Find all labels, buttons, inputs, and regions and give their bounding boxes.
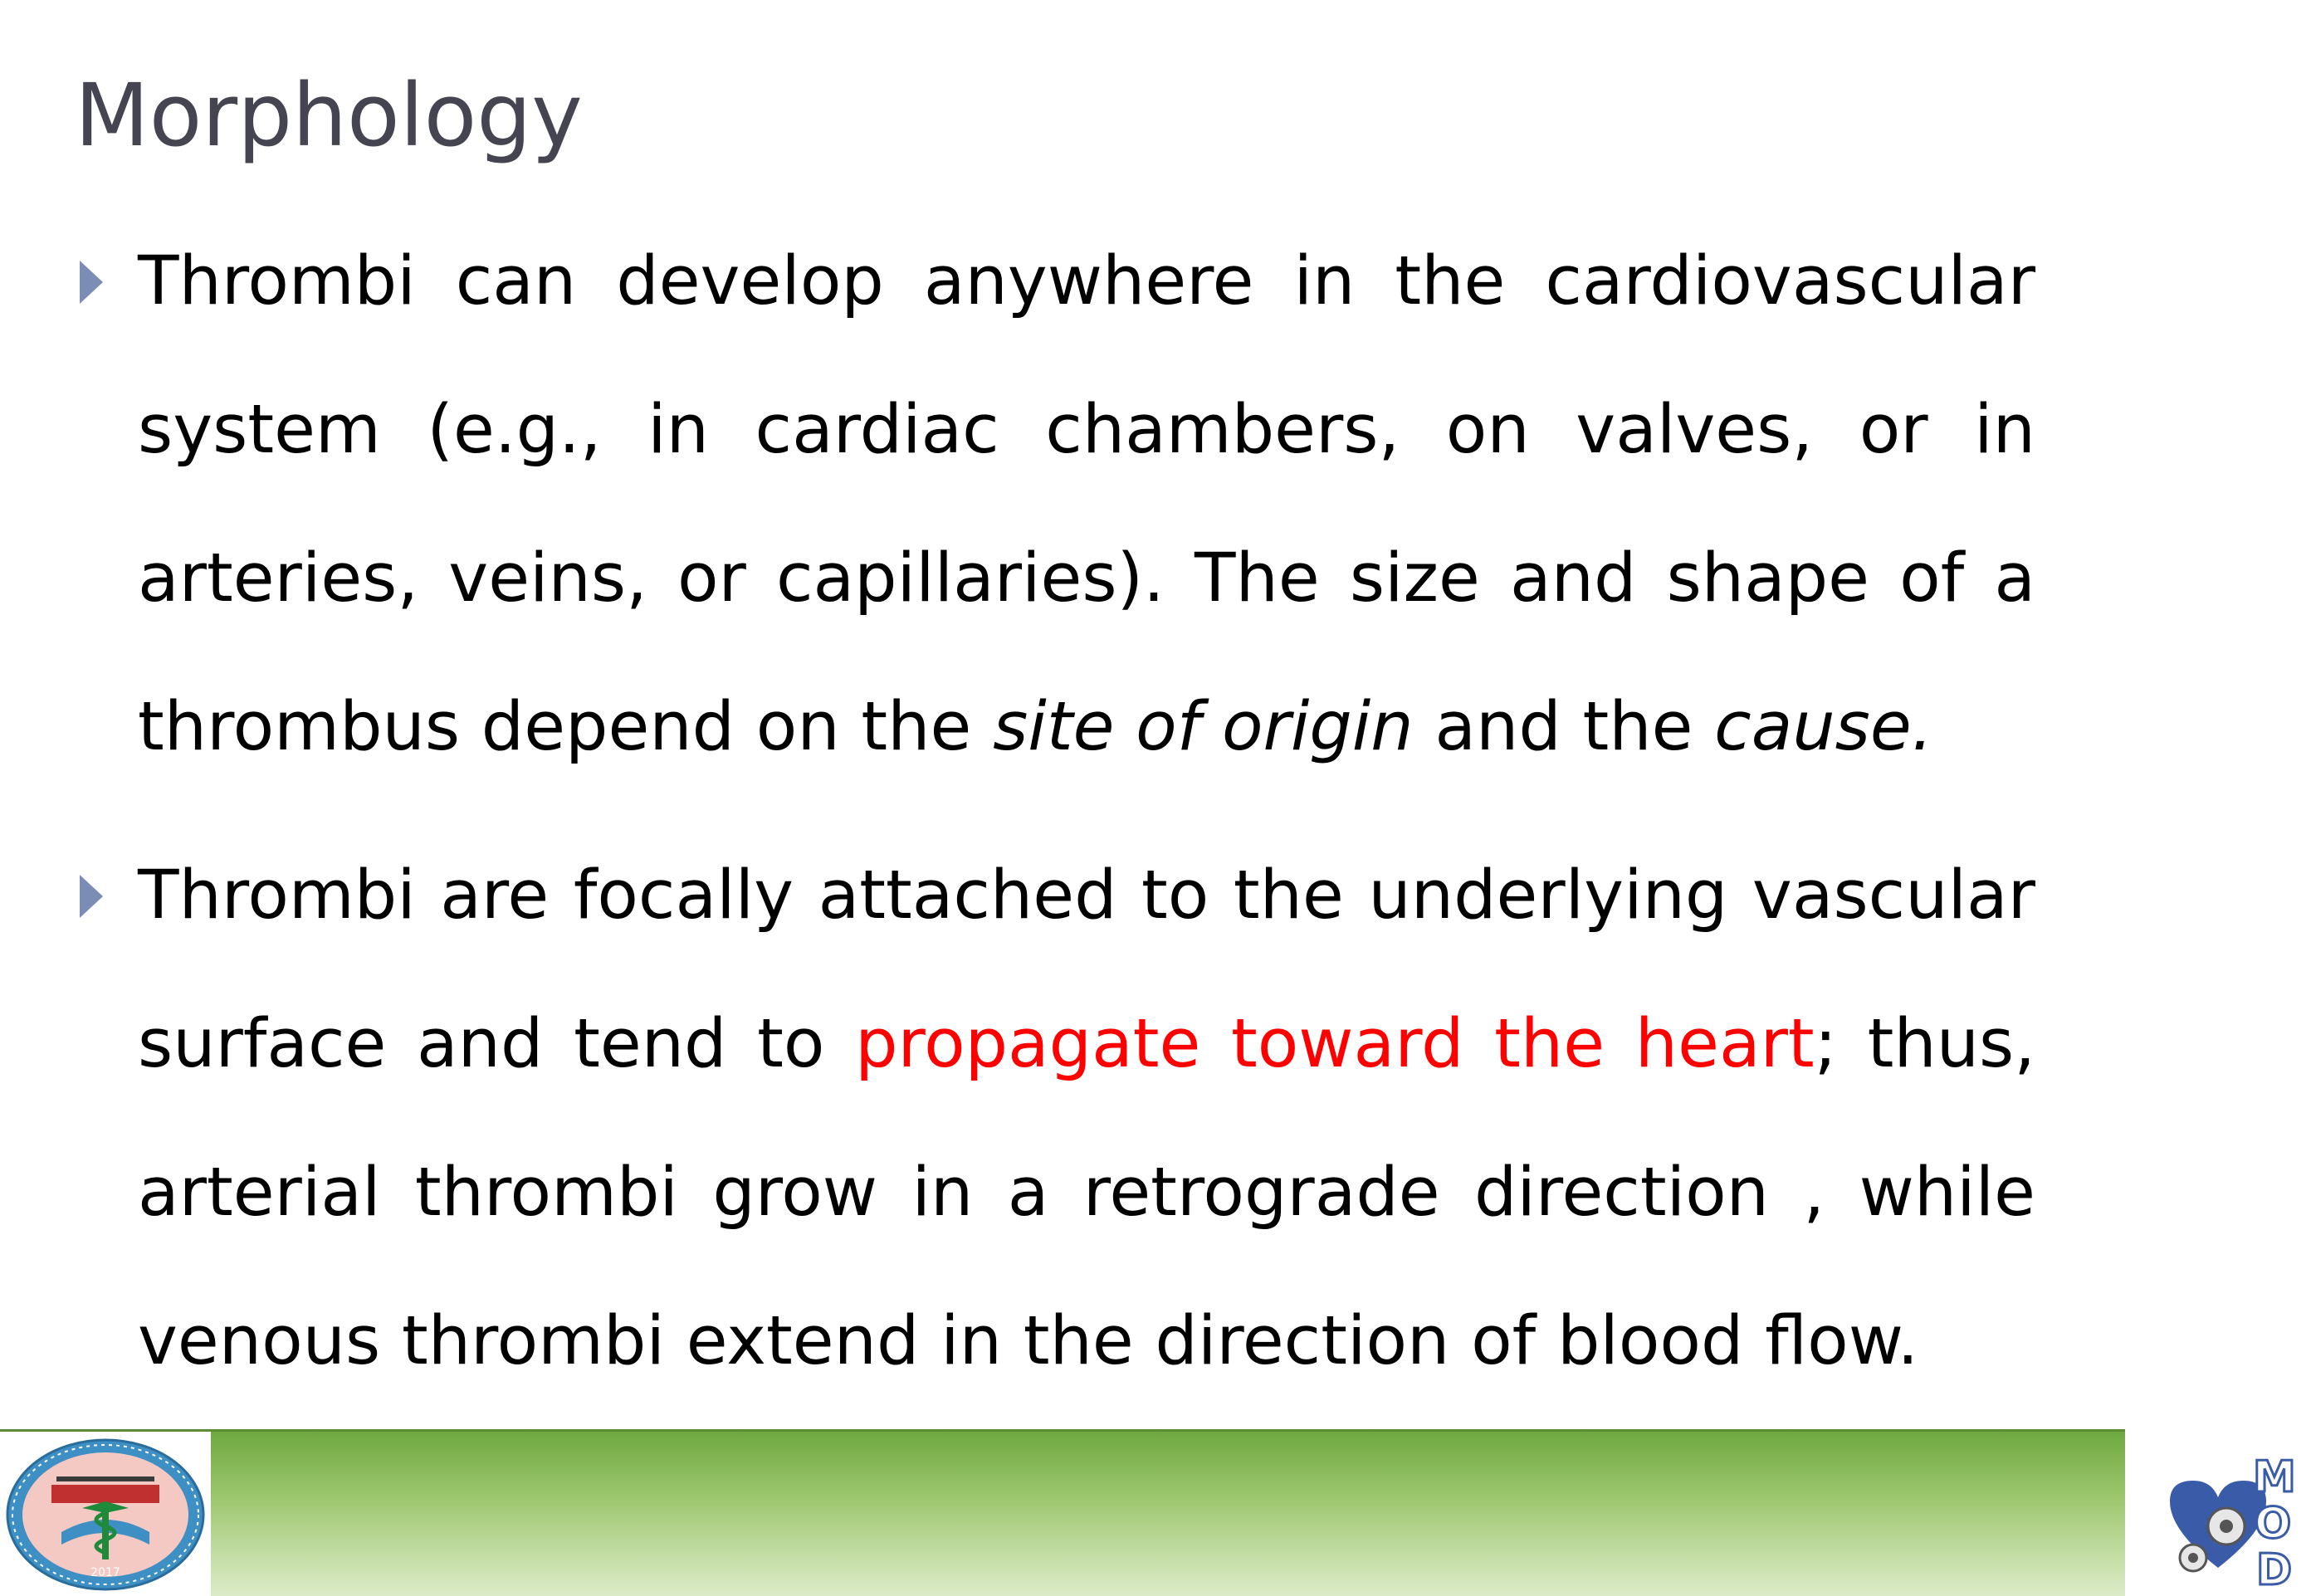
- text-segment: ; thus, arterial thrombi grow in a retrograde direction , while venous thrombi extend in the direction of blood flow.: [138, 1005, 2036, 1380]
- text-segment: Thrombi are focally attached to the underlying vascular surface and tend to: [138, 857, 2035, 1083]
- svg-text:2017: 2017: [90, 1566, 120, 1579]
- bullet-arrow-icon: [80, 261, 103, 304]
- text-segment: and the: [1413, 688, 1715, 766]
- bullet-text: [138, 207, 2035, 802]
- svg-text:M: M: [2253, 1452, 2296, 1502]
- footer-logo-panel: [0, 1429, 213, 1596]
- footer-bar: [0, 1429, 2296, 1595]
- text-segment: Thrombi can develop anywhere in the cardiovascular system (e.g., in cardiac chambers, on valves, or in arteries, veins, or capillaries). The size and shape of a thrombus depend on the: [138, 242, 2035, 766]
- highlighted-text-segment: propagate toward the heart: [855, 1005, 1815, 1083]
- italic-text-segment: cause.: [1714, 688, 1933, 766]
- svg-text:O: O: [2255, 1499, 2292, 1549]
- slide-title: Morphology: [75, 65, 583, 166]
- college-seal-icon: [3, 1437, 208, 1593]
- italic-text-segment: site of origin: [993, 688, 1414, 766]
- svg-text:D: D: [2256, 1545, 2293, 1595]
- bullet-arrow-icon: [80, 875, 103, 918]
- bullet-text: [138, 822, 2035, 1416]
- footer-green-band: [211, 1429, 2296, 1596]
- mod-logo-icon: [2153, 1452, 2311, 1593]
